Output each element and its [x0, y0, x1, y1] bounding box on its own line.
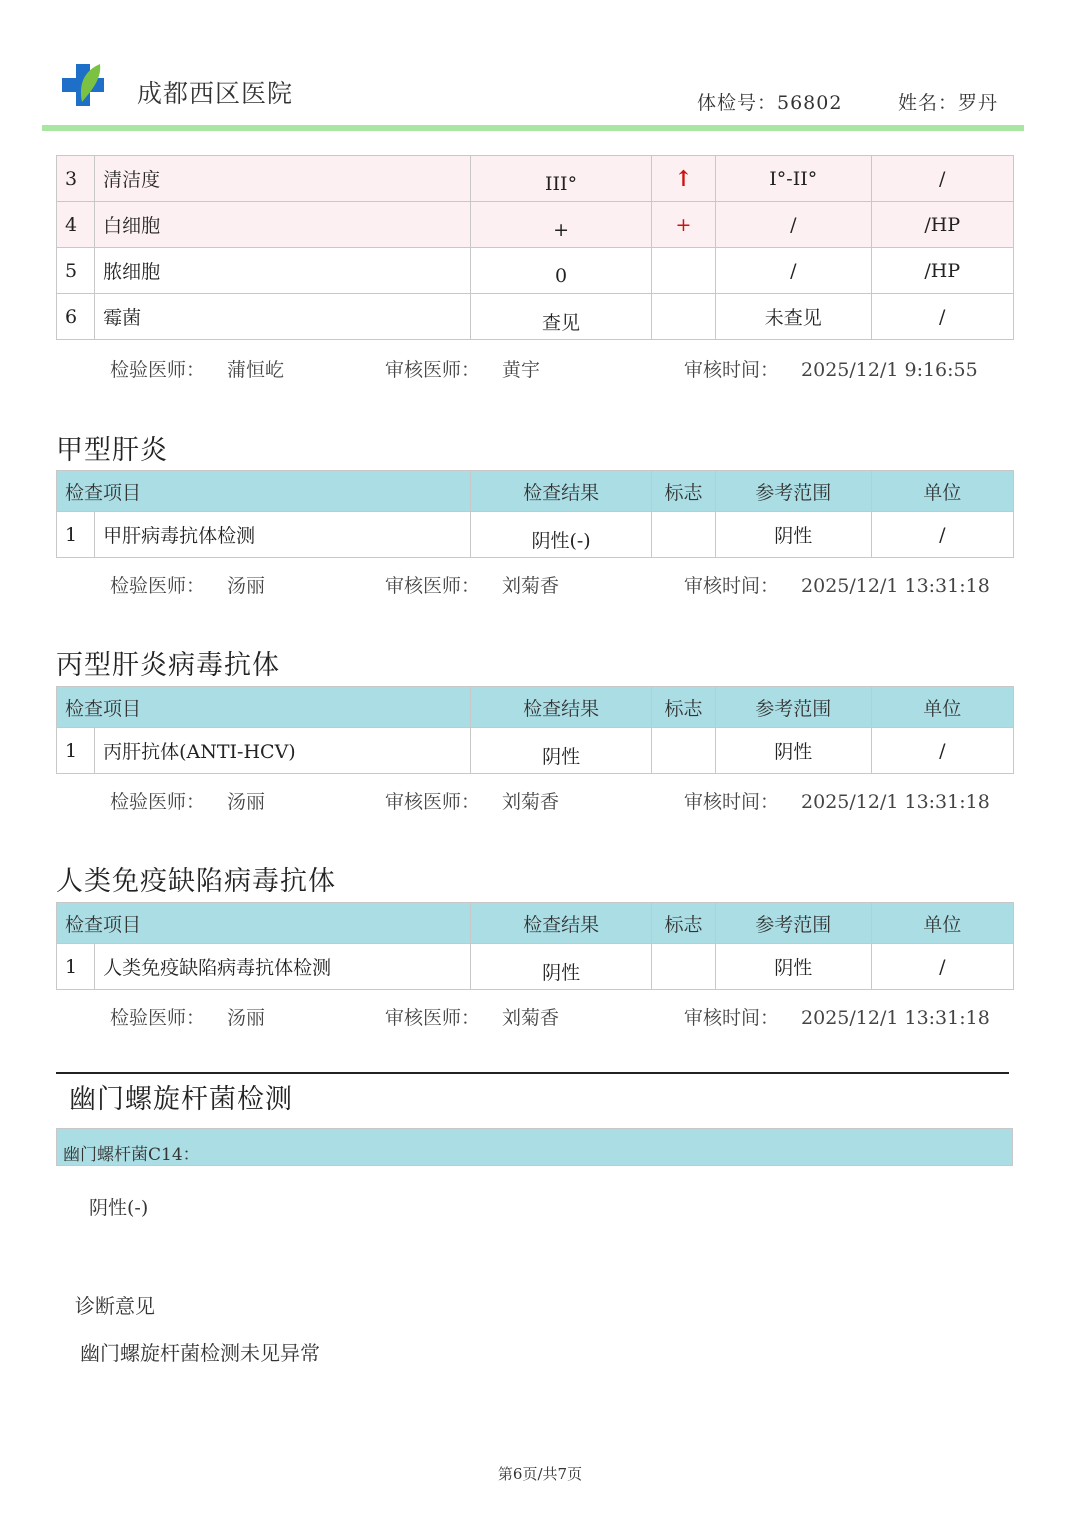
row-number: 1 — [57, 944, 95, 990]
inspector-label: 检验医师： — [110, 359, 206, 381]
exam-number: 体检号：56802 — [697, 92, 843, 114]
review-time-label: 审核时间： — [684, 575, 780, 597]
section-title: 幽门螺旋杆菌检测 — [69, 1084, 293, 1115]
flag — [651, 294, 715, 340]
section-title: 丙型肝炎病毒抗体 — [56, 650, 280, 681]
reference-range: / — [716, 202, 871, 248]
flag — [651, 944, 715, 990]
reviewer-label: 审核医师： — [385, 359, 481, 381]
review-time: 2025/12/1 13:31:18 — [801, 791, 990, 813]
row-number: 4 — [57, 202, 95, 248]
item-name: 脓细胞 — [95, 248, 471, 294]
header-unit: 单位 — [871, 471, 1013, 512]
header-item: 检查项目 — [57, 903, 471, 944]
hp-c14-label: 幽门螺杆菌C14： — [63, 1145, 200, 1165]
reviewer-name: 刘菊香 — [502, 1007, 560, 1029]
row-number: 3 — [57, 156, 95, 202]
hepatitis-c-table — [56, 686, 1014, 774]
unit: / — [871, 512, 1013, 558]
header-range: 参考范围 — [716, 687, 871, 728]
header-item: 检查项目 — [57, 471, 471, 512]
hospital-name: 成都西区医院 — [137, 79, 294, 108]
table-row — [57, 944, 1014, 990]
review-time: 2025/12/1 13:31:18 — [801, 575, 990, 597]
table-header-row — [57, 903, 1014, 944]
reference-range: I°-II° — [716, 156, 871, 202]
inspector-label: 检验医师： — [110, 791, 206, 813]
unit: / — [871, 156, 1013, 202]
row-number: 1 — [57, 728, 95, 774]
unit: / — [871, 294, 1013, 340]
unit: / — [871, 944, 1013, 990]
header-divider — [42, 125, 1024, 131]
inspector-name: 汤丽 — [227, 791, 266, 813]
signature-line — [110, 1003, 265, 1030]
inspector-name: 汤丽 — [227, 1007, 266, 1029]
item-name: 霉菌 — [95, 294, 471, 340]
reviewer-name: 黄宇 — [502, 359, 541, 381]
header-item: 检查项目 — [57, 687, 471, 728]
section-title: 人类免疫缺陷病毒抗体 — [56, 866, 336, 897]
result-value: + — [553, 218, 570, 241]
review-time: 2025/12/1 9:16:55 — [801, 359, 978, 381]
inspector-name: 汤丽 — [227, 575, 266, 597]
header-result: 检查结果 — [471, 687, 652, 728]
reference-range: 阴性 — [716, 944, 871, 990]
reference-range: 未查见 — [716, 294, 871, 340]
item-name: 丙肝抗体(ANTI-HCV) — [95, 728, 471, 774]
hp-result: 阴性(-) — [89, 1197, 149, 1219]
header-unit: 单位 — [871, 687, 1013, 728]
header-flag: 标志 — [651, 471, 715, 512]
result-value: III° — [545, 172, 578, 195]
unit: /HP — [871, 202, 1013, 248]
table-row — [57, 156, 1014, 202]
item-name: 人类免疫缺陷病毒抗体检测 — [95, 944, 471, 990]
header-range: 参考范围 — [716, 471, 871, 512]
diagnosis-text: 幽门螺旋杆菌检测未见异常 — [80, 1341, 320, 1365]
flag-up-arrow-icon: ↑ — [651, 156, 715, 202]
flag — [651, 728, 715, 774]
item-name: 白细胞 — [95, 202, 471, 248]
reference-range: 阴性 — [716, 512, 871, 558]
hepatitis-a-table — [56, 470, 1014, 558]
item-name: 甲肝病毒抗体检测 — [95, 512, 471, 558]
reference-range: / — [716, 248, 871, 294]
reviewer-name: 刘菊香 — [502, 791, 560, 813]
table-row — [57, 728, 1014, 774]
reference-range: 阴性 — [716, 728, 871, 774]
table-row — [57, 202, 1014, 248]
hiv-antibody-table — [56, 902, 1014, 990]
inspector-name: 蒲恒屹 — [227, 359, 285, 381]
flag — [651, 248, 715, 294]
header-unit: 单位 — [871, 903, 1013, 944]
hospital-logo — [60, 62, 106, 108]
result-value: 阴性(-) — [531, 530, 591, 552]
item-name: 清洁度 — [95, 156, 471, 202]
header-flag: 标志 — [651, 687, 715, 728]
reviewer-label: 审核医师： — [385, 575, 481, 597]
flag-plus: + — [651, 202, 715, 248]
section-title: 甲型肝炎 — [56, 435, 168, 466]
unit: / — [871, 728, 1013, 774]
section-divider — [56, 1072, 1009, 1074]
table-row — [57, 294, 1014, 340]
result-value: 查见 — [542, 312, 581, 334]
reviewer-label: 审核医师： — [385, 1007, 481, 1029]
flag — [651, 512, 715, 558]
unit: /HP — [871, 248, 1013, 294]
review-time-label: 审核时间： — [684, 359, 780, 381]
result-value: 阴性 — [542, 746, 581, 768]
review-time-label: 审核时间： — [684, 1007, 780, 1029]
row-number: 5 — [57, 248, 95, 294]
urine-results-table — [56, 155, 1014, 340]
header-result: 检查结果 — [471, 903, 652, 944]
header-result: 检查结果 — [471, 471, 652, 512]
table-row — [57, 512, 1014, 558]
page-number: 第6页/共7页 — [497, 1465, 583, 1483]
row-number: 1 — [57, 512, 95, 558]
table-header-row — [57, 471, 1014, 512]
inspector-label: 检验医师： — [110, 575, 206, 597]
diagnosis-label: 诊断意见 — [75, 1294, 155, 1318]
signature-line — [110, 571, 265, 598]
header-range: 参考范围 — [716, 903, 871, 944]
inspector-label: 检验医师： — [110, 1007, 206, 1029]
row-number: 6 — [57, 294, 95, 340]
header-flag: 标志 — [651, 903, 715, 944]
patient-name: 姓名：罗丹 — [898, 92, 999, 114]
signature-line — [110, 355, 284, 382]
table-row — [57, 248, 1014, 294]
reviewer-name: 刘菊香 — [502, 575, 560, 597]
result-value: 阴性 — [542, 962, 581, 984]
review-time: 2025/12/1 13:31:18 — [801, 1007, 990, 1029]
review-time-label: 审核时间： — [684, 791, 780, 813]
reviewer-label: 审核医师： — [385, 791, 481, 813]
signature-line — [110, 787, 265, 814]
result-value: 0 — [555, 264, 568, 287]
table-header-row — [57, 687, 1014, 728]
